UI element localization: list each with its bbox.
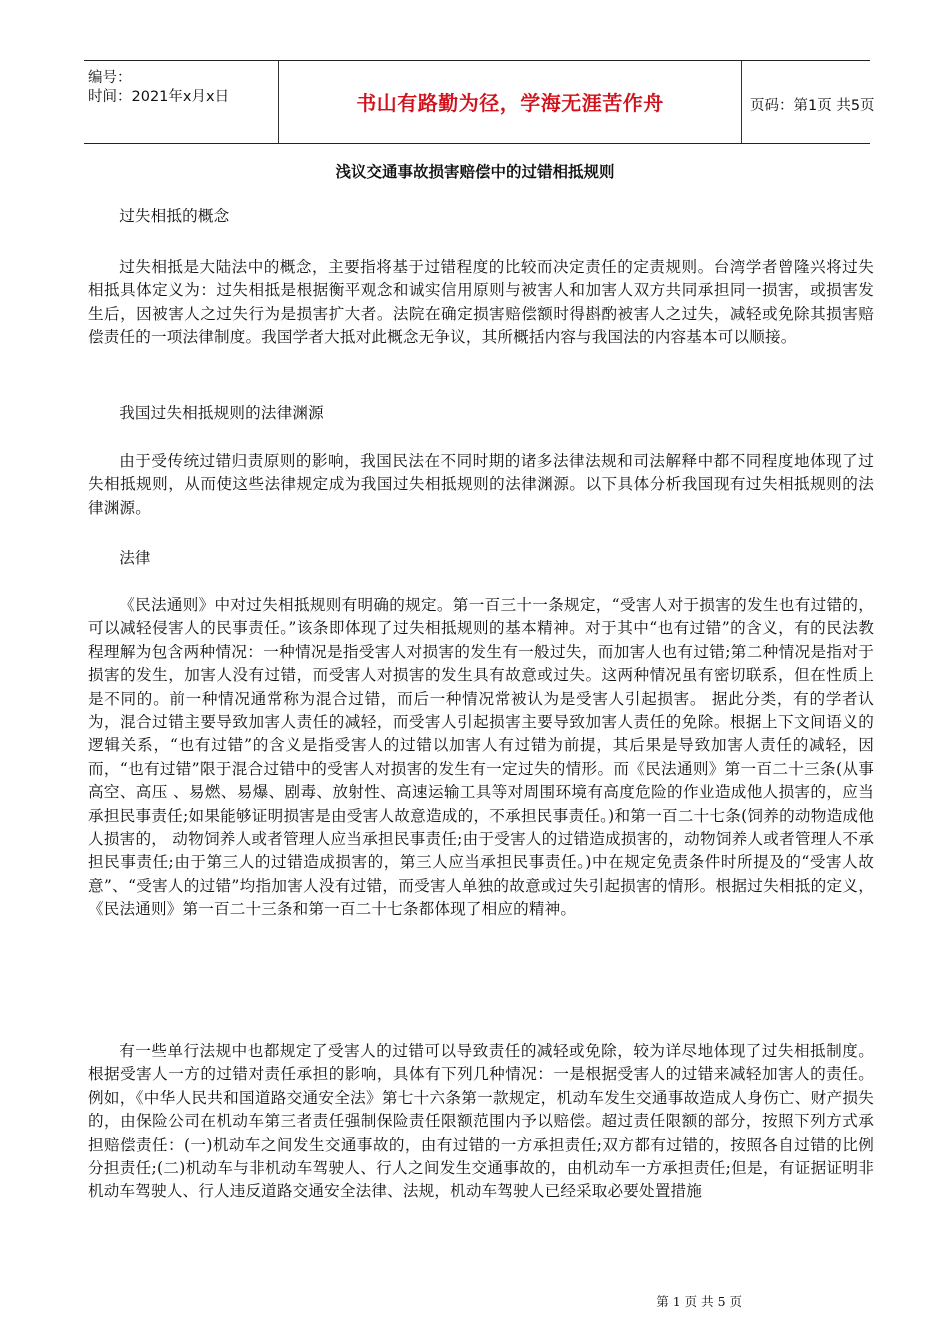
paragraph-civil-law: 《民法通则》中对过失相抵规则有明确的规定。第一百三十一条规定，“受害人对于损害的发生也有过错的，可以减轻侵害人的民事责任。”该条即体现了过失相抵规则的基本精神。对于其中“也有过错”的含义，有的民法教程理解为包含两种情况：一种情况是指受害人对损害的发生有一般过失，而加害人也有过错;第二种情况是指对于损害的发生，加害人没有过错，而受害人对损害的发生具有故意或过失。这两种情况虽有密切联系，但在性质上是不同的。前一种情况通常称为混合过错，而后一种情况常被认为是受害人引起损害。 据此分类，有的学者认为，混合过错主要导致加害人责任的减轻，而受害人引起损害主要导致加害人责任的免除。根据上下文间语义的逻辑关系，“也有过错”的含义是指受害人的过错以加害人有过错为前提，其后果是导致加害人责任的减轻，因而，“也有过错”限于混合过错中的受害人对损害的发生有一定过失的情形。而《民法通则》第一百二十三条(从事高空、高压 、易燃、易爆、剧毒、放射性、高速运输工具等对周围环境有高度危险的作业造成他人损害的，应当承担民事责任;如果能够证明损害是由受害人故意造成的，不承担民事责任。)和第一百二十七条(饲养的动物造成他人损害的， 动物饲养人或者管理人应当承担民事责任;由于受害人的过错造成损害的，动物饲养人或者管理人不承担民事责任;由于第三人的过错造成损害的，第三人应当承担民事责任。)中在规定免责条件时所提及的“受害人故意”、“受害人的过错”均指加害人没有过错，而受害人单独的故意或过失引起损害的情形。根据过失相抵的定义，《民法通则》第一百二十三条和第一百二十七条都体现了相应的精神。 <box>88 596 874 919</box>
header-motto: 书山有路勤为径，学海无涯苦作舟 <box>356 91 664 115</box>
header-motto-cell <box>278 61 742 143</box>
section-heading-concept: 过失相抵的概念 <box>119 207 230 225</box>
document-number-label: 编号： <box>88 70 132 86</box>
document-title: 浅议交通事故损害赔偿中的过错相抵规则 <box>335 163 615 181</box>
document-time-label: 时间：2021年x月x日 <box>88 89 230 105</box>
paragraph-sources: 由于受传统过错归责原则的影响，我国民法在不同时期的诸多法律法规和司法解释中都不同程度地体现了过失相抵规则，从而使这些法律规定成为我国过失相抵规则的法律渊源。以下具体分析我国现有过失相抵规则的法律渊源。 <box>88 452 874 517</box>
paragraph-regulations: 有一些单行法规中也都规定了受害人的过错可以导致责任的减轻或免除，较为详尽地体现了过失相抵制度。根据受害人一方的过错对责任承担的影响，具体有下列几种情况：一是根据受害人的过错来减轻加害人的责任。例如，《中华人民共和国道路交通安全法》第七十六条第一款规定，机动车发生交通事故造成人身伤亡、财产损失的，由保险公司在机动车第三者责任强制保险责任限额范围内予以赔偿。超过责任限额的部分，按照下列方式承担赔偿责任：(一)机动车之间发生交通事故的，由有过错的一方承担责任;双方都有过错的，按照各自过错的比例分担责任;(二)机动车与非机动车驾驶人、行人之间发生交通事故的，由机动车一方承担责任;但是，有证据证明非机动车驾驶人、行人违反道路交通安全法律、法规，机动车驾驶人已经采取必要处置措施 <box>88 1042 874 1201</box>
header-meta <box>88 69 278 107</box>
page-footer: 第 1 页 共 5 页 <box>656 1294 742 1309</box>
paragraph-concept: 过失相抵是大陆法中的概念，主要指将基于过错程度的比较而决定责任的定责规则。台湾学者曾隆兴将过失相抵具体定义为：过失相抵是根据衡平观念和诚实信用原则与被害人和加害人双方共同承担同一损害，或损害发生后，因被害人之过失行为是损害扩大者。法院在确定损害赔偿额时得斟酌被害人之过失，减轻或免除其损害赔偿责任的一项法律制度。我国学者大抵对此概念无争议，其所概括内容与我国法的内容基本可以顺接。 <box>88 258 874 347</box>
section-heading-sources: 我国过失相抵规则的法律渊源 <box>119 404 324 422</box>
section-heading-law: 法律 <box>119 549 151 567</box>
header-page-number: 页码：第1页 共5页 <box>750 98 875 114</box>
page-header <box>84 60 875 144</box>
